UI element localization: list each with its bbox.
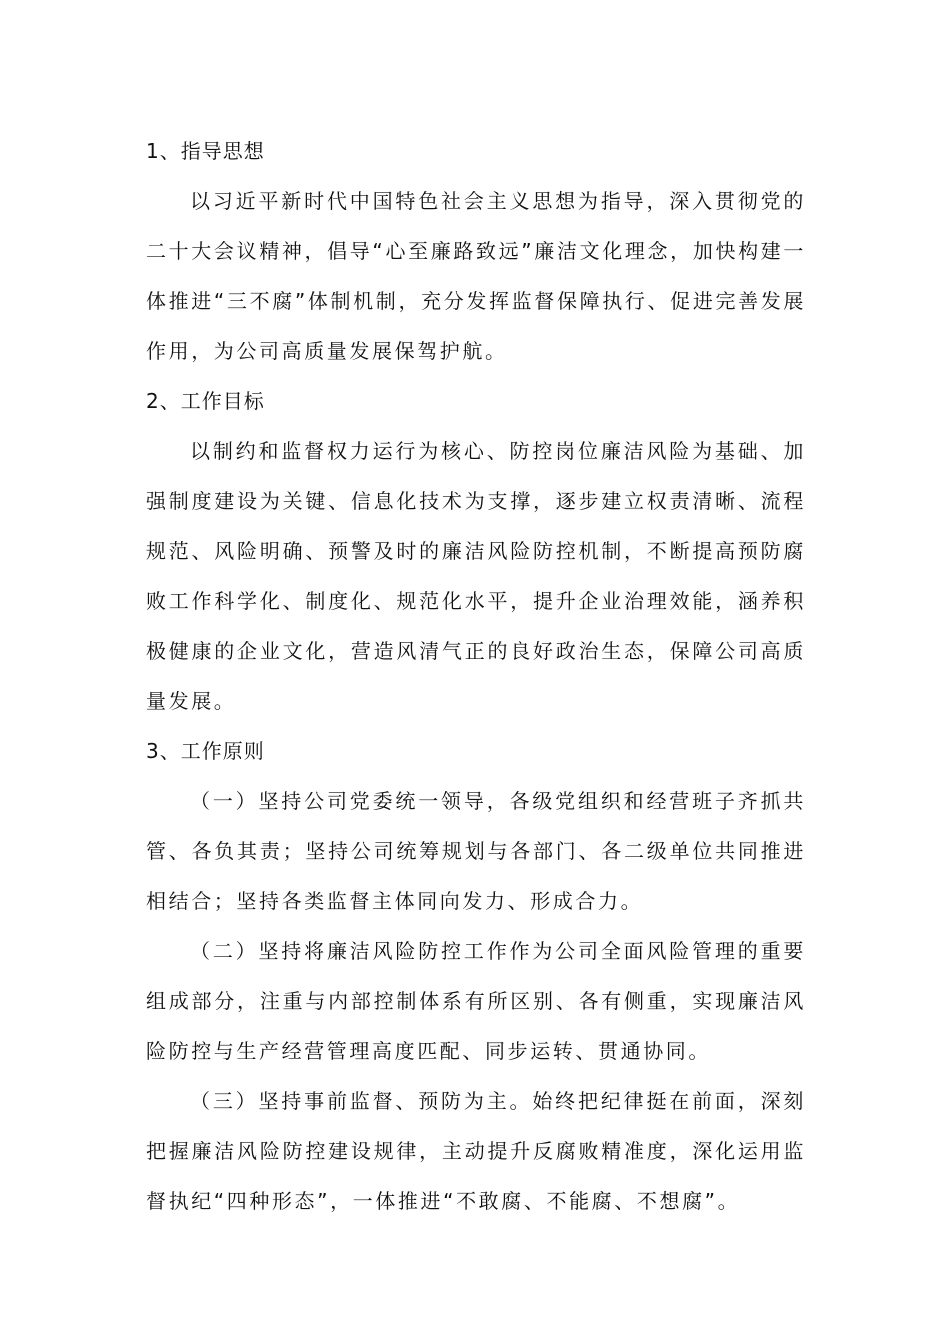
work-goals-paragraph: 以制约和监督权力运行为核心、防控岗位廉洁风险为基础、加强制度建设为关键、信息化技术为支撑，逐步建立权责清晰、流程规范、风险明确、预警及时的廉洁风险防控机制，不断提高预防腐败工作科学化、制度化、规范化水平，提升企业治理效能，涵养积极健康的企业文化，营造风清气正的良好政治生态，保障公司高质量发展。	[146, 439, 806, 713]
guiding-ideology-paragraph: 以习近平新时代中国特色社会主义思想为指导，深入贯彻党的二十大会议精神，倡导“心至廉路致远”廉洁文化理念，加快构建一体推进“三不腐”体制机制，充分发挥监督保障执行、促进完善发展作用，为公司高质量发展保驾护航。	[146, 189, 806, 363]
work-principle-1-paragraph: （一）坚持公司党委统一领导，各级党组织和经营班子齐抓共管、各负其责；坚持公司统筹规划与各部门、各二级单位共同推进相结合；坚持各类监督主体同向发力、形成合力。	[146, 789, 806, 913]
section-heading-work-principles: 3、工作原则	[146, 739, 265, 763]
document-body	[146, 126, 806, 1226]
section-heading-work-goals: 2、工作目标	[146, 389, 265, 413]
section-heading-guiding-ideology: 1、指导思想	[146, 139, 265, 163]
work-principle-2-paragraph: （二）坚持将廉洁风险防控工作作为公司全面风险管理的重要组成部分，注重与内部控制体系有所区别、各有侧重，实现廉洁风险防控与生产经营管理高度匹配、同步运转、贯通协同。	[146, 939, 806, 1063]
work-principle-3-paragraph: （三）坚持事前监督、预防为主。始终把纪律挺在前面，深刻把握廉洁风险防控建设规律，主动提升反腐败精准度，深化运用监督执纪“四种形态”，一体推进“不敢腐、不能腐、不想腐”。	[146, 1089, 806, 1213]
